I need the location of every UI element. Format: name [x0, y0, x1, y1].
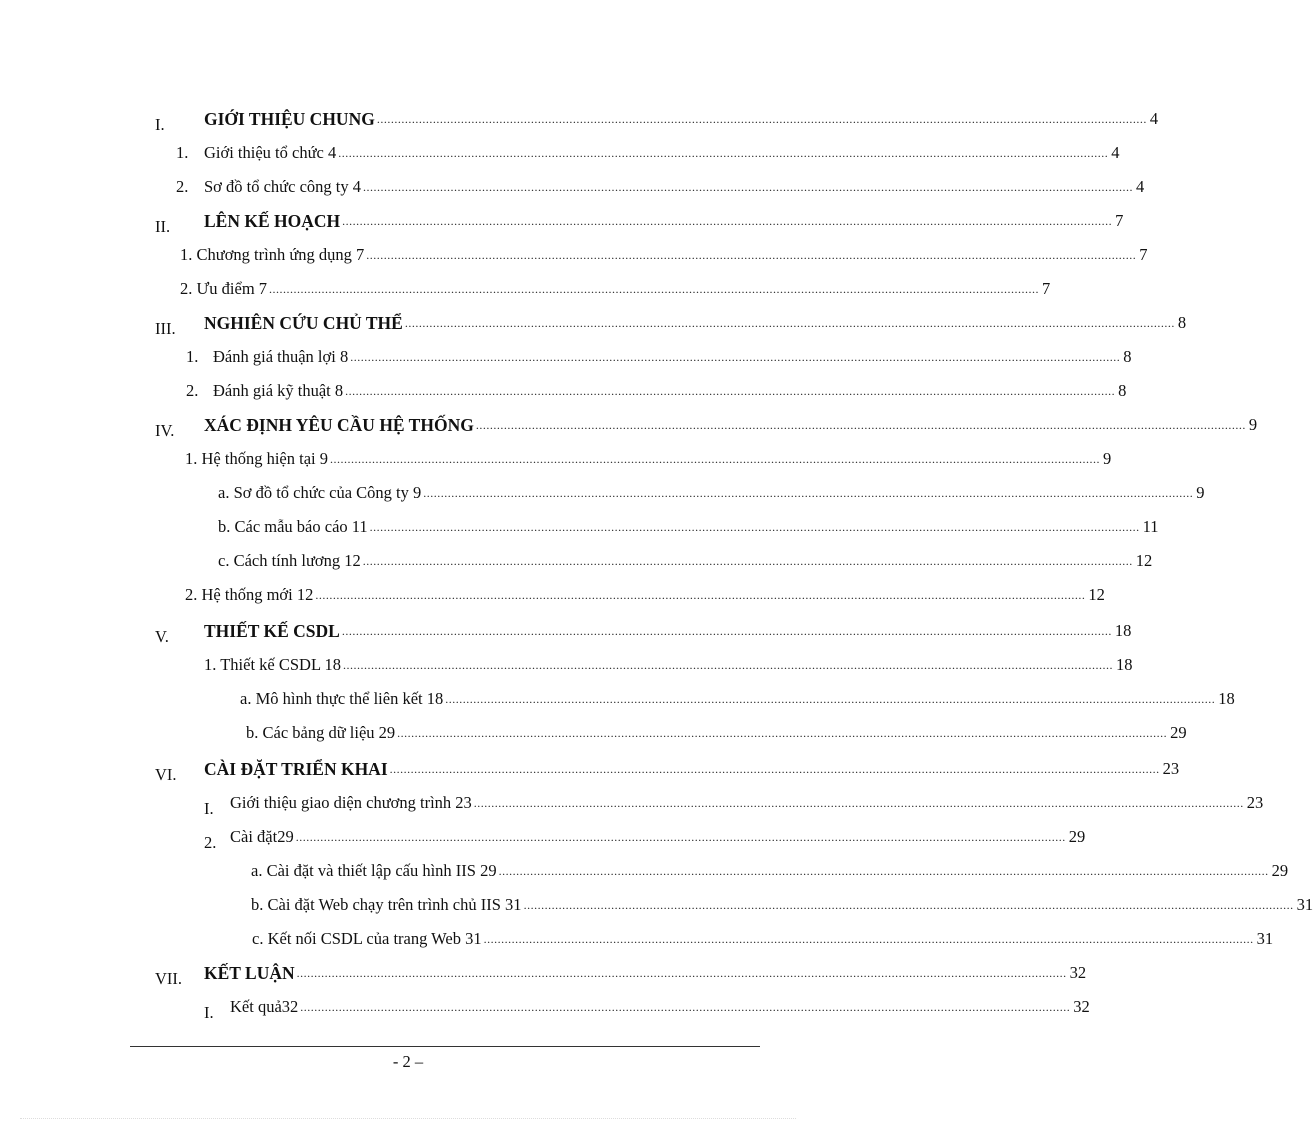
dot-leader: ............................................................................................................................................................................................................................ — [345, 384, 1116, 398]
toc-entry[interactable] — [204, 205, 1124, 231]
toc-entry-page: 9 — [1102, 449, 1112, 468]
toc-entry-title: c. Kết nối CSDL của trang Web 31 — [252, 929, 482, 948]
toc-entry-page: 32 — [1069, 963, 1087, 982]
toc-entry-title: 2. Hệ thống mới 12 — [185, 585, 314, 604]
toc-entry[interactable] — [185, 579, 1105, 605]
toc-entry-title: NGHIÊN CỨU CHỦ THỂ — [204, 313, 403, 333]
dot-leader: ............................................................................................................................................................................................................................ — [329, 452, 1100, 466]
toc-entry[interactable] — [204, 171, 1145, 197]
dot-leader: ............................................................................................................................................................................................................................ — [404, 316, 1175, 330]
toc-entry[interactable] — [204, 307, 1187, 333]
toc-entry-page: 32 — [1073, 997, 1090, 1016]
toc-entry-number: 1. — [186, 347, 199, 366]
toc-entry-page: 23 — [1246, 793, 1264, 812]
toc-entry-page: 11 — [1142, 517, 1159, 536]
toc-entry[interactable] — [185, 443, 1112, 469]
toc-entry-number: 2. — [176, 177, 189, 196]
toc-entry-page: 4 — [1149, 109, 1159, 128]
toc-entry-page: 7 — [1115, 211, 1124, 230]
dot-leader: ............................................................................................................................................................................................................................ — [362, 554, 1133, 568]
toc-entry[interactable] — [230, 787, 1264, 813]
toc-entry-number: I. — [155, 115, 165, 134]
toc-entry-page: 29 — [1271, 861, 1289, 880]
dot-leader: ............................................................................................................................................................................................................................ — [295, 830, 1066, 844]
toc-entry[interactable] — [204, 615, 1132, 641]
toc-entry-number: 1. — [176, 143, 189, 162]
toc-entry-title: Kết quả32 — [230, 997, 299, 1016]
page-number: - 2 – — [392, 1052, 424, 1071]
toc-entry-title: KẾT LUẬN — [204, 963, 295, 983]
toc-entry[interactable] — [230, 821, 1086, 847]
toc-entry-page: 18 — [1116, 655, 1133, 674]
toc-entry-title: THIẾT KẾ CSDL — [204, 621, 340, 641]
toc-entry-title: a. Cài đặt và thiết lập cấu hình IIS 29 — [251, 861, 497, 880]
toc-entry-title: 2. Ưu điểm 7 — [180, 279, 268, 298]
toc-entry-page: 8 — [1123, 347, 1132, 366]
toc-entry-title: LÊN KẾ HOẠCH — [204, 211, 341, 231]
dot-leader: ............................................................................................................................................................................................................................ — [343, 658, 1114, 672]
toc-entry[interactable] — [180, 273, 1051, 299]
dot-leader: ............................................................................................................................................................................................................................ — [473, 796, 1244, 810]
toc-entry-number: V. — [155, 627, 169, 646]
footer-divider — [130, 1046, 760, 1047]
dot-leader: ............................................................................................................................................................................................................................ — [338, 146, 1109, 160]
dot-leader: ............................................................................................................................................................................................................................ — [389, 762, 1160, 776]
dot-leader: ............................................................................................................................................................................................................................ — [341, 624, 1112, 638]
dot-leader: ............................................................................................................................................................................................................................ — [475, 418, 1246, 432]
toc-entry-page: 9 — [1196, 483, 1205, 502]
toc-entry-page: 7 — [1139, 245, 1148, 264]
toc-entry[interactable] — [204, 649, 1133, 675]
toc-entry[interactable] — [218, 545, 1153, 571]
toc-entry[interactable] — [180, 239, 1148, 265]
toc-entry-number: VII. — [155, 969, 183, 988]
dot-leader: ............................................................................................................................................................................................................................ — [498, 864, 1269, 878]
dot-leader: ............................................................................................................................................................................................................................ — [483, 932, 1254, 946]
toc-entry[interactable] — [204, 753, 1180, 779]
toc-entry[interactable] — [204, 103, 1159, 129]
toc-entry-title: 1. Thiết kế CSDL 18 — [204, 655, 342, 674]
dot-leader: ............................................................................................................................................................................................................................ — [369, 520, 1140, 534]
toc-entry-page: 23 — [1162, 759, 1180, 778]
toc-entry-title: Giới thiệu tổ chức 4 — [204, 143, 337, 162]
toc-entry-title: a. Mô hình thực thể liên kết 18 — [240, 689, 444, 708]
dot-leader: ............................................................................................................................................................................................................................ — [376, 112, 1147, 126]
toc-entry-number: I. — [204, 799, 214, 818]
dot-leader: ............................................................................................................................................................................................................................ — [523, 898, 1294, 912]
dot-leader: ............................................................................................................................................................................................................................ — [397, 726, 1168, 740]
toc-entry-title: Đánh giá thuận lợi 8 — [213, 347, 349, 366]
dot-leader: ............................................................................................................................................................................................................................ — [296, 966, 1067, 980]
toc-entry-page: 4 — [1111, 143, 1120, 162]
toc-entry[interactable] — [218, 477, 1205, 503]
toc-entry-title: Cài đặt29 — [230, 827, 294, 846]
toc-entry[interactable] — [204, 137, 1120, 163]
toc-entry-number: 2. — [186, 381, 199, 400]
toc-entry-page: 18 — [1114, 621, 1132, 640]
toc-entry-number: I. — [204, 1003, 214, 1022]
toc-entry[interactable] — [218, 511, 1159, 537]
toc-entry-number: II. — [155, 217, 171, 236]
toc-entry-page: 29 — [1170, 723, 1187, 742]
toc-entry-page: 29 — [1068, 827, 1086, 846]
toc-entry[interactable] — [251, 855, 1289, 881]
toc-entry-page: 7 — [1042, 279, 1051, 298]
dot-leader: ............................................................................................................................................................................................................................ — [445, 692, 1216, 706]
dot-leader: ............................................................................................................................................................................................................................ — [362, 180, 1133, 194]
toc-entry[interactable] — [204, 409, 1258, 435]
toc-entry-title: Sơ đồ tổ chức công ty 4 — [204, 177, 361, 196]
toc-entry-number: VI. — [155, 765, 177, 784]
toc-entry-page: 18 — [1218, 689, 1235, 708]
toc-entry[interactable] — [252, 923, 1274, 949]
toc-entry[interactable] — [204, 957, 1087, 983]
toc-entry-title: b. Cài đặt Web chạy trên trình chủ IIS 31 — [251, 895, 522, 914]
dot-leader: ............................................................................................................................................................................................................................ — [342, 214, 1113, 228]
toc-entry-page: 9 — [1248, 415, 1258, 434]
dot-leader: ............................................................................................................................................................................................................................ — [269, 282, 1040, 296]
toc-entry[interactable] — [230, 991, 1090, 1017]
toc-entry-page: 12 — [1088, 585, 1105, 604]
toc-entry[interactable] — [213, 341, 1132, 367]
toc-entry-title: GIỚI THIỆU CHUNG — [204, 109, 375, 129]
toc-entry[interactable] — [246, 717, 1187, 743]
toc-entry-page: 31 — [1256, 929, 1274, 948]
toc-entry-title: c. Cách tính lương 12 — [218, 551, 361, 570]
dot-leader: ............................................................................................................................................................................................................................ — [315, 588, 1086, 602]
dot-leader: ............................................................................................................................................................................................................................ — [366, 248, 1137, 262]
toc-entry-number: IV. — [155, 421, 175, 440]
dot-leader: ............................................................................................................................................................................................................................ — [350, 350, 1121, 364]
toc-entry[interactable] — [240, 683, 1235, 709]
toc-entry-title: b. Các mẫu báo cáo 11 — [218, 517, 368, 536]
toc-entry[interactable] — [251, 889, 1313, 915]
toc-entry-title: a. Sơ đồ tổ chức của Công ty 9 — [218, 483, 422, 502]
toc-entry-page: 31 — [1296, 895, 1313, 914]
dot-leader: ............................................................................................................................................................................................................................ — [300, 1000, 1071, 1014]
toc-entry[interactable] — [213, 375, 1127, 401]
toc-entry-page: 12 — [1135, 551, 1153, 570]
page-edge — [20, 1118, 796, 1119]
toc-entry-title: b. Các bảng dữ liệu 29 — [246, 723, 396, 742]
toc-entry-number: 2. — [204, 833, 217, 852]
toc-entry-title: Giới thiệu giao diện chương trình 23 — [230, 793, 472, 812]
dot-leader: ............................................................................................................................................................................................................................ — [423, 486, 1194, 500]
toc-entry-number: III. — [155, 319, 176, 338]
toc-entry-title: XÁC ĐỊNH YÊU CẦU HỆ THỐNG — [204, 415, 474, 435]
toc-entry-title: 1. Hệ thống hiện tại 9 — [185, 449, 328, 468]
toc-entry-title: 1. Chương trình ứng dụng 7 — [180, 245, 365, 264]
toc-entry-page: 4 — [1135, 177, 1145, 196]
toc-entry-page: 8 — [1118, 381, 1127, 400]
toc-entry-title: CÀI ĐẶT TRIỂN KHAI — [204, 759, 388, 779]
toc-entry-title: Đánh giá kỹ thuật 8 — [213, 381, 344, 400]
toc-entry-page: 8 — [1177, 313, 1187, 332]
